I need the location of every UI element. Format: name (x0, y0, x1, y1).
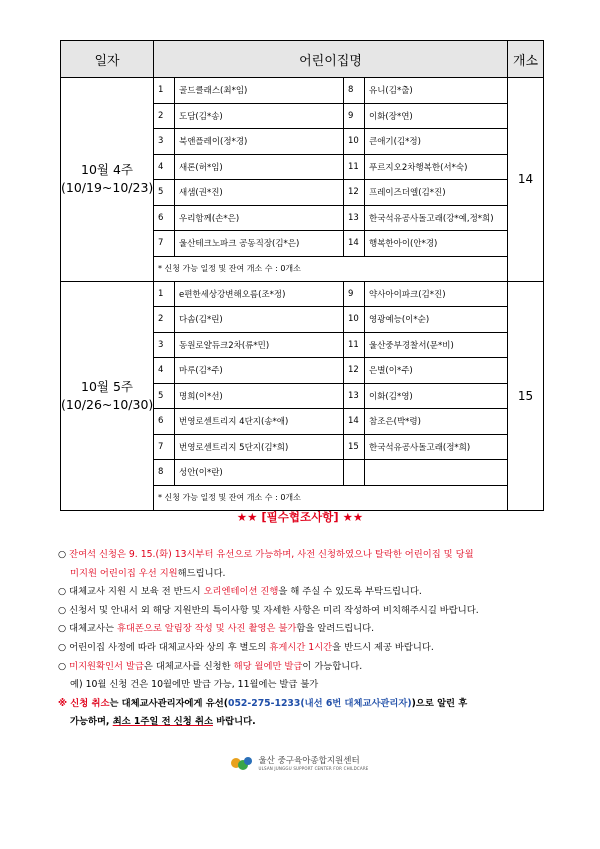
daycare-name: 이화(김*영) (365, 383, 508, 409)
note-item (58, 658, 558, 677)
row-number (344, 460, 365, 486)
row-number: 9 (344, 103, 365, 129)
table-row (154, 282, 507, 307)
daycare-name: 새론(허*임) (175, 154, 344, 180)
circle-bullet-icon: ○ (58, 623, 67, 635)
note-text: 은 대체교사를 신청한 (143, 660, 234, 672)
circle-bullet-icon: ○ (58, 549, 67, 560)
daycare-name: 다솜(김*린) (175, 307, 344, 333)
table-row (154, 434, 507, 460)
note-text: 이 가능합니다. (302, 660, 363, 672)
row-number: 1 (154, 282, 175, 307)
note-text: 을 반드시 제공 바랍니다. (332, 641, 434, 653)
week-row (61, 78, 544, 282)
daycare-name: 한국석유공사돌고래(강*예,정*희) (365, 205, 508, 231)
week-count: 14 (508, 78, 544, 282)
note-text-underlined: 최소 1주일 전 신청 취소 (112, 716, 213, 728)
row-number: 1 (154, 78, 175, 103)
table-row (154, 205, 507, 231)
table-row (154, 78, 507, 103)
daycare-name: 우리함께(손*은) (175, 205, 344, 231)
circle-bullet-icon: ○ (58, 660, 67, 672)
circle-bullet-icon: ○ (58, 641, 67, 653)
note-text: 대체교사 지원 시 보육 전 반드시 (69, 586, 204, 598)
daycare-name: 울산중부경찰서(문*비) (365, 332, 508, 358)
table-row-note (154, 485, 507, 510)
week-label: 10월 5주 (81, 378, 133, 394)
daycare-name: 유니(김*출) (365, 78, 508, 103)
daycare-list (154, 78, 507, 281)
week-label: 10월 4주 (81, 162, 133, 178)
row-number: 8 (154, 460, 175, 486)
org-name-block (258, 756, 368, 772)
table-row-note (154, 256, 507, 281)
note-text: 어린이집 사정에 따라 대체교사와 상의 후 별도의 (69, 641, 270, 653)
week-range: (10/26~10/30) (61, 396, 154, 412)
row-number: 10 (344, 307, 365, 333)
note-text: 는 대체교사관리자에게 유선( (109, 697, 228, 709)
note-item-continued (58, 713, 558, 732)
table-row (154, 409, 507, 435)
week-row (61, 281, 544, 510)
daycare-name: 참조은(박*령) (365, 409, 508, 435)
note-item-cancel (58, 695, 558, 714)
note-text: 바랍니다. (212, 716, 256, 728)
row-number: 6 (154, 409, 175, 435)
schedule-table (60, 40, 544, 511)
daycare-name: 은별(이*주) (365, 358, 508, 384)
table-row (154, 103, 507, 129)
week-list-cell (154, 78, 508, 282)
daycare-name: 프레이즈더엘(김*진) (365, 180, 508, 206)
note-text-highlight: 미지원 어린이집 우선 지원 (70, 567, 178, 579)
daycare-list (154, 282, 507, 510)
daycare-name: 약사아이파크(김*진) (365, 282, 508, 307)
daycare-name: 울산테크노파크 공동직장(김*은) (175, 231, 344, 257)
table-row (154, 307, 507, 333)
table-row (154, 154, 507, 180)
note-text: 해드립니다. (177, 567, 226, 579)
daycare-name: 큰애기(김*정) (365, 129, 508, 155)
table-row (154, 358, 507, 384)
row-number: 11 (344, 332, 365, 358)
note-item-continued (58, 565, 558, 584)
daycare-name: 골드클래스(최*임) (175, 78, 344, 103)
table-header-row (61, 41, 544, 78)
daycare-name: 이화(장*연) (365, 103, 508, 129)
note-text: 함을 알려드립니다. (296, 623, 375, 635)
circle-bullet-icon: ○ (58, 604, 67, 616)
note-text: 신청서 및 안내서 외 해당 지원반의 특이사항 및 자세한 사항은 미리 작성하여 비치해주시길 바랍니다. (69, 604, 479, 616)
daycare-name: 새샘(권*진) (175, 180, 344, 206)
note-item (58, 546, 558, 565)
row-number: 2 (154, 103, 175, 129)
daycare-name: 도담(김*송) (175, 103, 344, 129)
row-number: 12 (344, 358, 365, 384)
daycare-name: 번영로센트리지 4단지(송*애) (175, 409, 344, 435)
row-number: 13 (344, 205, 365, 231)
row-number: 8 (344, 78, 365, 103)
note-item (58, 639, 558, 658)
daycare-name: 번영로센트리지 5단지(김*희) (175, 434, 344, 460)
circle-bullet-icon: ○ (58, 586, 67, 598)
org-logo-icon (231, 756, 253, 772)
row-number: 3 (154, 129, 175, 155)
schedule-sheet (60, 40, 544, 511)
daycare-name: 동원로얄듀크2차(류*민) (175, 332, 344, 358)
row-number: 15 (344, 434, 365, 460)
note-text-highlight: 해당 월에만 발급 (233, 660, 303, 672)
note-item (58, 620, 558, 639)
note-text: 대체교사는 (69, 623, 117, 635)
note-example: 예) 10월 신청 건은 10월에만 발급 가능, 11월에는 발급 불가 (70, 679, 319, 691)
row-number: 6 (154, 205, 175, 231)
week-range: (10/19~10/23) (61, 180, 154, 196)
header-daycare-name: 어린이집명 (154, 41, 508, 78)
week-cell (61, 281, 154, 510)
table-row (154, 129, 507, 155)
daycare-name: 북앤플레이(정*경) (175, 129, 344, 155)
header-date: 일자 (61, 41, 154, 78)
reference-mark-icon: ※ (58, 697, 68, 709)
note-text-highlight: 휴게시간 1시간 (269, 641, 333, 653)
org-name-korean: 울산 중구육아종합지원센터 (258, 756, 360, 766)
note-text-highlight: 휴대폰으로 알림장 작성 및 사진 촬영은 불가 (116, 623, 297, 635)
org-logo (231, 756, 368, 772)
remaining-slots-note: * 신청 가능 일정 및 잔여 개소 수 : 0개소 (154, 485, 507, 510)
note-text-highlight: 신청 취소 (70, 697, 110, 709)
header-count: 개소 (508, 41, 544, 78)
row-number: 7 (154, 231, 175, 257)
remaining-slots-note: * 신청 가능 일정 및 잔여 개소 수 : 0개소 (154, 256, 507, 281)
note-text-highlight: 잔여석 신청은 9. 15.(화) 13시부터 유선으로 가능 (69, 549, 274, 560)
row-number: 5 (154, 383, 175, 409)
row-number: 13 (344, 383, 365, 409)
org-name-english: ULSAN JUNGGU SUPPORT CENTER FOR CHILDCARE (258, 766, 369, 771)
table-row (154, 231, 507, 257)
daycare-name: 푸르지오2차행복한(서*숙) (365, 154, 508, 180)
week-count: 15 (508, 281, 544, 510)
row-number: 9 (344, 282, 365, 307)
row-number: 10 (344, 129, 365, 155)
row-number: 3 (154, 332, 175, 358)
note-text: 을 해 주실 수 있도록 부탁드립니다. (278, 586, 422, 598)
daycare-name: 영광예능(이*순) (365, 307, 508, 333)
daycare-name: 행복한아이(안*경) (365, 231, 508, 257)
daycare-name (365, 460, 508, 486)
daycare-name: 명희(이*선) (175, 383, 344, 409)
daycare-name: 성안(이*란) (175, 460, 344, 486)
notes-list (58, 546, 558, 732)
row-number: 14 (344, 409, 365, 435)
week-list-cell (154, 281, 508, 510)
week-cell (61, 78, 154, 282)
row-number: 4 (154, 154, 175, 180)
row-number: 11 (344, 154, 365, 180)
note-item (58, 602, 558, 621)
row-number: 5 (154, 180, 175, 206)
note-text: )으로 알린 후 (411, 697, 468, 709)
phone-number: 052-275-1233(내선 6번 대체교사관리자) (227, 697, 412, 709)
note-text-highlight: 미지원확인서 발급 (69, 660, 144, 672)
table-row (154, 460, 507, 486)
footer (0, 756, 600, 776)
row-number: 2 (154, 307, 175, 333)
note-text-highlight: 하며, 사전 신청하였으나 탈락한 어린이집 및 당월 (273, 549, 474, 560)
row-number: 4 (154, 358, 175, 384)
row-number: 12 (344, 180, 365, 206)
section-title: ★★ [필수협조사항] ★★ (236, 510, 364, 524)
daycare-name: 한국석유공사돌고래(정*희) (365, 434, 508, 460)
note-text: 가능하며, (70, 716, 113, 728)
daycare-name: e편한세상강변해오름(조*정) (175, 282, 344, 307)
row-number: 14 (344, 231, 365, 257)
table-row (154, 180, 507, 206)
table-row (154, 383, 507, 409)
note-item (58, 583, 558, 602)
table-row (154, 332, 507, 358)
note-text-highlight: 오리엔테이션 진행 (203, 586, 279, 598)
row-number: 7 (154, 434, 175, 460)
daycare-name: 마루(김*주) (175, 358, 344, 384)
